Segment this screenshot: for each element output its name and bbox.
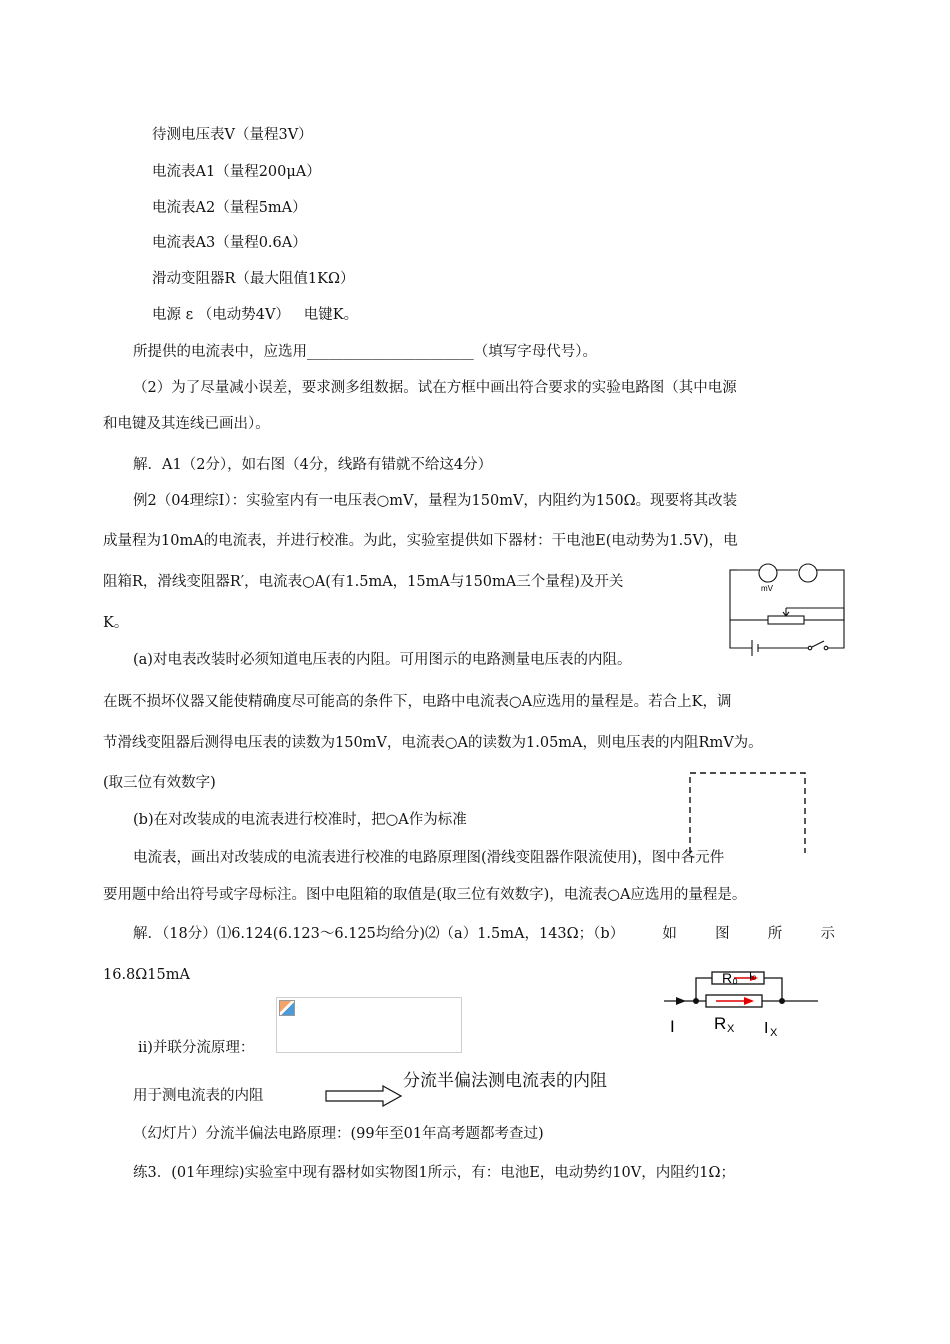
text-line-example-2-cont2: 阻箱R，滑线变阻器R′，电流表○A(有1.5mA，15mA与150mA三个量程)及开关: [103, 574, 624, 590]
meter-label: mV: [761, 584, 773, 593]
text-line-solution-1: 解．A1（2分），如右图（4分，线路有错就不给这4分）: [133, 457, 493, 473]
text-line-measure-resistance: 用于测电流表的内阻: [133, 1088, 264, 1104]
text-line-part-a: (a)对电表改装时必须知道电压表的内阻。可用图示的电路测量电压表的内阻。: [133, 652, 632, 668]
text-line-example-2-cont1: 成量程为10mA的电流表，并进行校准。为此，实验室提供如下器材：干电池E(电动势为1.5V)，电: [103, 533, 738, 549]
solution-2-main: 解．（18分）⑴6.124(6.123～6.125均给分)⑵（a）1.5mA，143Ω；（b）: [133, 926, 625, 942]
rx-subscript: X: [727, 1023, 735, 1035]
solution-2-char: 图: [715, 926, 730, 942]
circuit-outer-wire: [730, 570, 844, 620]
ix-subscript: X: [770, 1027, 778, 1039]
broken-image-icon: [279, 1000, 295, 1016]
parallel-shunt-diagram: [660, 962, 825, 1042]
current-arrow-icon: [676, 997, 686, 1005]
text-line-part-a-cont1: 在既不损坏仪器又能使精确度尽可能高的条件下，电路中电流表○A应选用的量程是。若合上K，调: [103, 694, 732, 710]
solution-2-char: 如: [662, 926, 677, 942]
i-label: I: [670, 1017, 675, 1036]
r0-label: R₀: [722, 970, 738, 986]
rheostat-icon: [768, 616, 804, 624]
text-line-part-b: (b)在对改装成的电流表进行校准时，把○A作为标准: [133, 812, 467, 828]
circuit-diagram-voltmeter: [728, 560, 848, 665]
broken-image-placeholder: [276, 997, 462, 1053]
solution-2-char: 示: [820, 926, 835, 942]
text-line-ammeter-a1: 电流表A1（量程200μA）: [152, 164, 321, 180]
text-line-ammeter-a2: 电流表A2（量程5mA）: [152, 200, 307, 216]
text-line-ammeter-a3: 电流表A3（量程0.6A）: [152, 235, 307, 251]
text-line-parallel-principle: ⅱ)并联分流原理：: [138, 1040, 255, 1056]
hollow-arrow-icon: [325, 1085, 405, 1107]
rx-label: R: [714, 1014, 727, 1033]
text-line-voltmeter: 待测电压表V（量程3V）: [152, 127, 313, 143]
text-line-power-source: 电源 ε （电动势4V） 电键K。: [152, 307, 359, 323]
text-line-solution-2-cont: 16.8Ω15mA: [103, 967, 190, 983]
text-line-part-a-cont2: 节滑线变阻器后测得电压表的读数为150mV，电流表○A的读数为1.05mA，则电压表的内阻RmV为。: [103, 735, 763, 751]
voltmeter-circle-icon: [759, 564, 777, 582]
text-line-slide-note: （幻灯片）分流半偏法电路原理：(99年至01年高考题都考查过): [133, 1126, 544, 1142]
text-line-example-2-cont3: K。: [103, 615, 129, 631]
text-line-question-2: （2）为了尽量减小误差，要求测多组数据。试在方框中画出符合要求的实验电路图（其中电源: [133, 380, 737, 396]
solution-2-char: 所: [767, 926, 783, 942]
dashed-drawing-box: [689, 772, 807, 854]
ix-label: I: [764, 1020, 769, 1037]
ammeter-circle-icon: [799, 564, 817, 582]
text-line-choose-ammeter: 所提供的电流表中，应选用_______________________（填写字母代号）。: [133, 344, 597, 360]
text-line-part-b-cont1: 电流表，画出对改装成的电流表进行校准的电路原理图(滑线变阻器作限流使用)，图中各元件: [133, 850, 725, 866]
i0-label: I₀: [749, 970, 757, 982]
text-line-example-2: 例2（04理综Ⅰ）：实验室内有一电压表○mV，量程为150mV，内阻约为150Ω。现要将其改装: [133, 493, 738, 509]
text-line-sig-figs: (取三位有效数字): [103, 775, 216, 791]
text-line-rheostat: 滑动变阻器R（最大阻值1KΩ）: [152, 271, 355, 287]
text-line-part-b-cont2: 要用题中给出符号或字母标注。图中电阻箱的取值是(取三位有效数字)，电流表○A应选用的量程是。: [103, 887, 747, 903]
text-line-question-2-cont: 和电键及其连线已画出）。: [103, 416, 270, 432]
text-line-solution-2: [133, 924, 835, 944]
switch-icon: [812, 641, 824, 647]
banner-half-deflection: 分流半偏法测电流表的内阻: [403, 1071, 607, 1091]
text-line-exercise-3: 练3．(01年理综)实验室中现有器材如实物图1所示，有：电池E，电动势约10V，内阻约1Ω；: [133, 1165, 735, 1181]
